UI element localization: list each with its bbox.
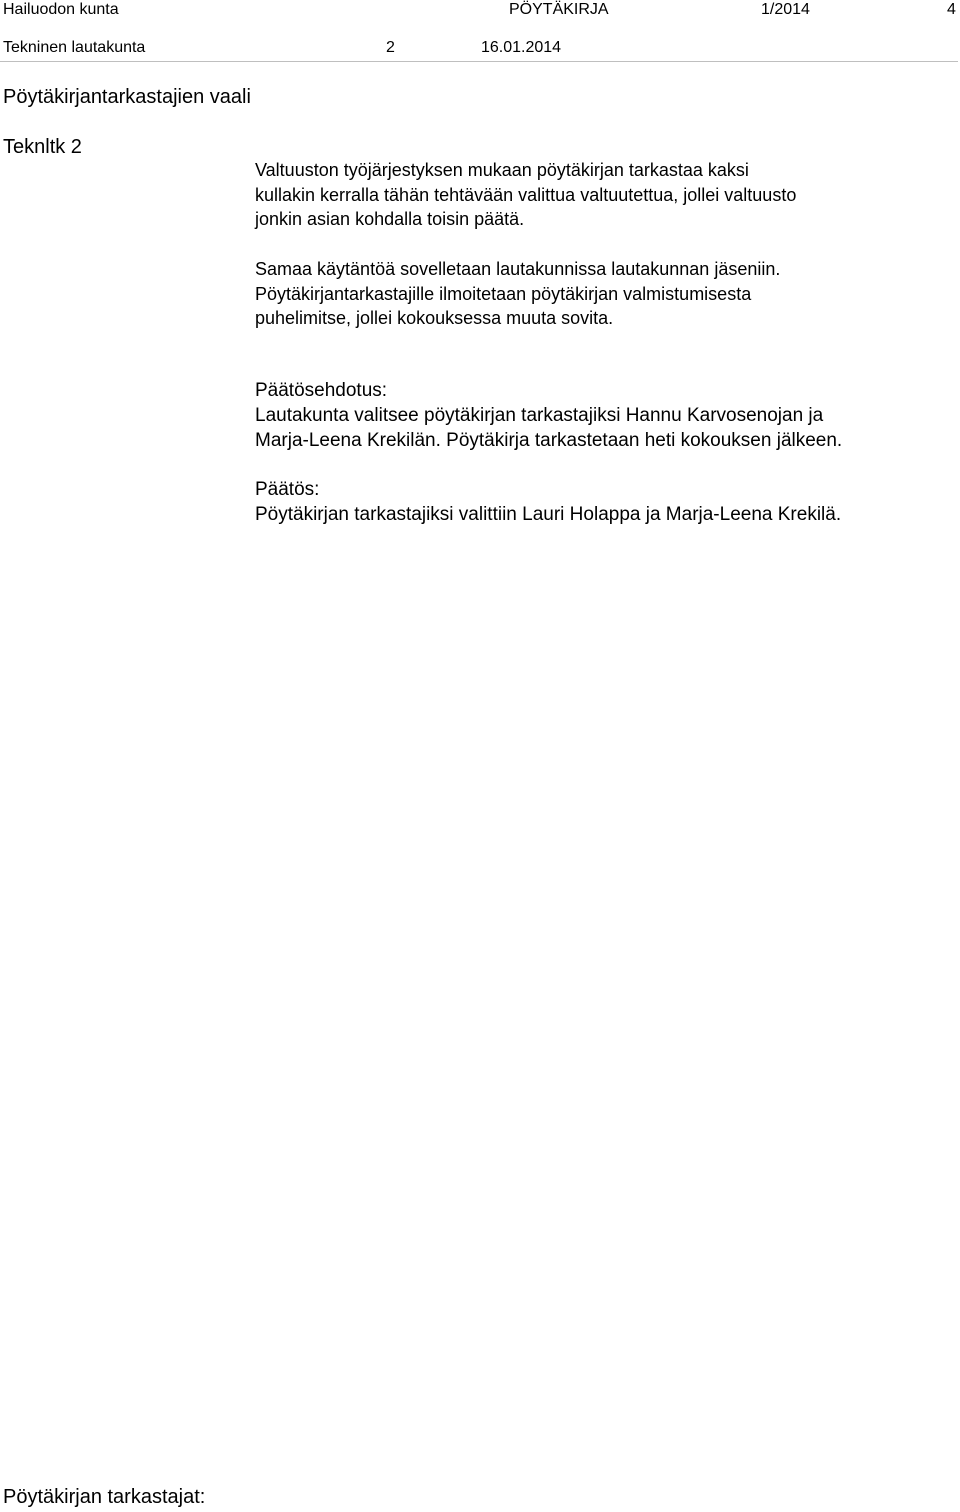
committee-name: Tekninen lautakunta xyxy=(3,39,146,56)
text-line: Pöytäkirjantarkastajille ilmoitetaan pöytäkirjan valmistumisesta xyxy=(255,283,752,304)
decision-heading: Päätös: xyxy=(255,479,320,500)
item-reference: Teknltk 2 xyxy=(3,136,82,158)
decision-section xyxy=(255,477,945,527)
text-line: kullakin kerralla tähän tehtävään valittua valtuutettua, jollei valtuusto xyxy=(255,184,797,205)
intro-paragraph xyxy=(255,158,945,232)
page-number: 4 xyxy=(947,1,956,18)
header-divider xyxy=(0,61,958,62)
proposal-section xyxy=(255,378,945,453)
text-line: Pöytäkirjan tarkastajiksi valittiin Lauri Holappa ja Marja-Leena Krekilä. xyxy=(255,504,842,525)
text-line: jonkin asian kohdalla toisin päätä. xyxy=(255,209,525,229)
proposal-heading: Päätösehdotus: xyxy=(255,380,388,401)
minutes-checkers-label: Pöytäkirjan tarkastajat: xyxy=(3,1486,206,1508)
section-number: 2 xyxy=(386,39,395,56)
item-title: Pöytäkirjantarkastajien vaali xyxy=(3,86,251,108)
practice-paragraph xyxy=(255,257,945,331)
municipality-name: Hailuodon kunta xyxy=(3,1,119,18)
text-line: Marja-Leena Krekilän. Pöytäkirja tarkastetaan heti kokouksen jälkeen. xyxy=(255,430,843,451)
text-line: Samaa käytäntöä sovelletaan lautakunnissa lautakunnan jäseniin. xyxy=(255,259,781,279)
document-number: 1/2014 xyxy=(761,1,810,18)
text-line: Valtuuston työjärjestyksen mukaan pöytäkirjan tarkastaa kaksi xyxy=(255,160,749,180)
text-line: puhelimitse, jollei kokouksessa muuta sovita. xyxy=(255,308,614,328)
text-line: Lautakunta valitsee pöytäkirjan tarkastajiksi Hannu Karvosenojan ja xyxy=(255,405,824,426)
meeting-date: 16.01.2014 xyxy=(481,39,562,56)
document-type: PÖYTÄKIRJA xyxy=(509,1,609,18)
